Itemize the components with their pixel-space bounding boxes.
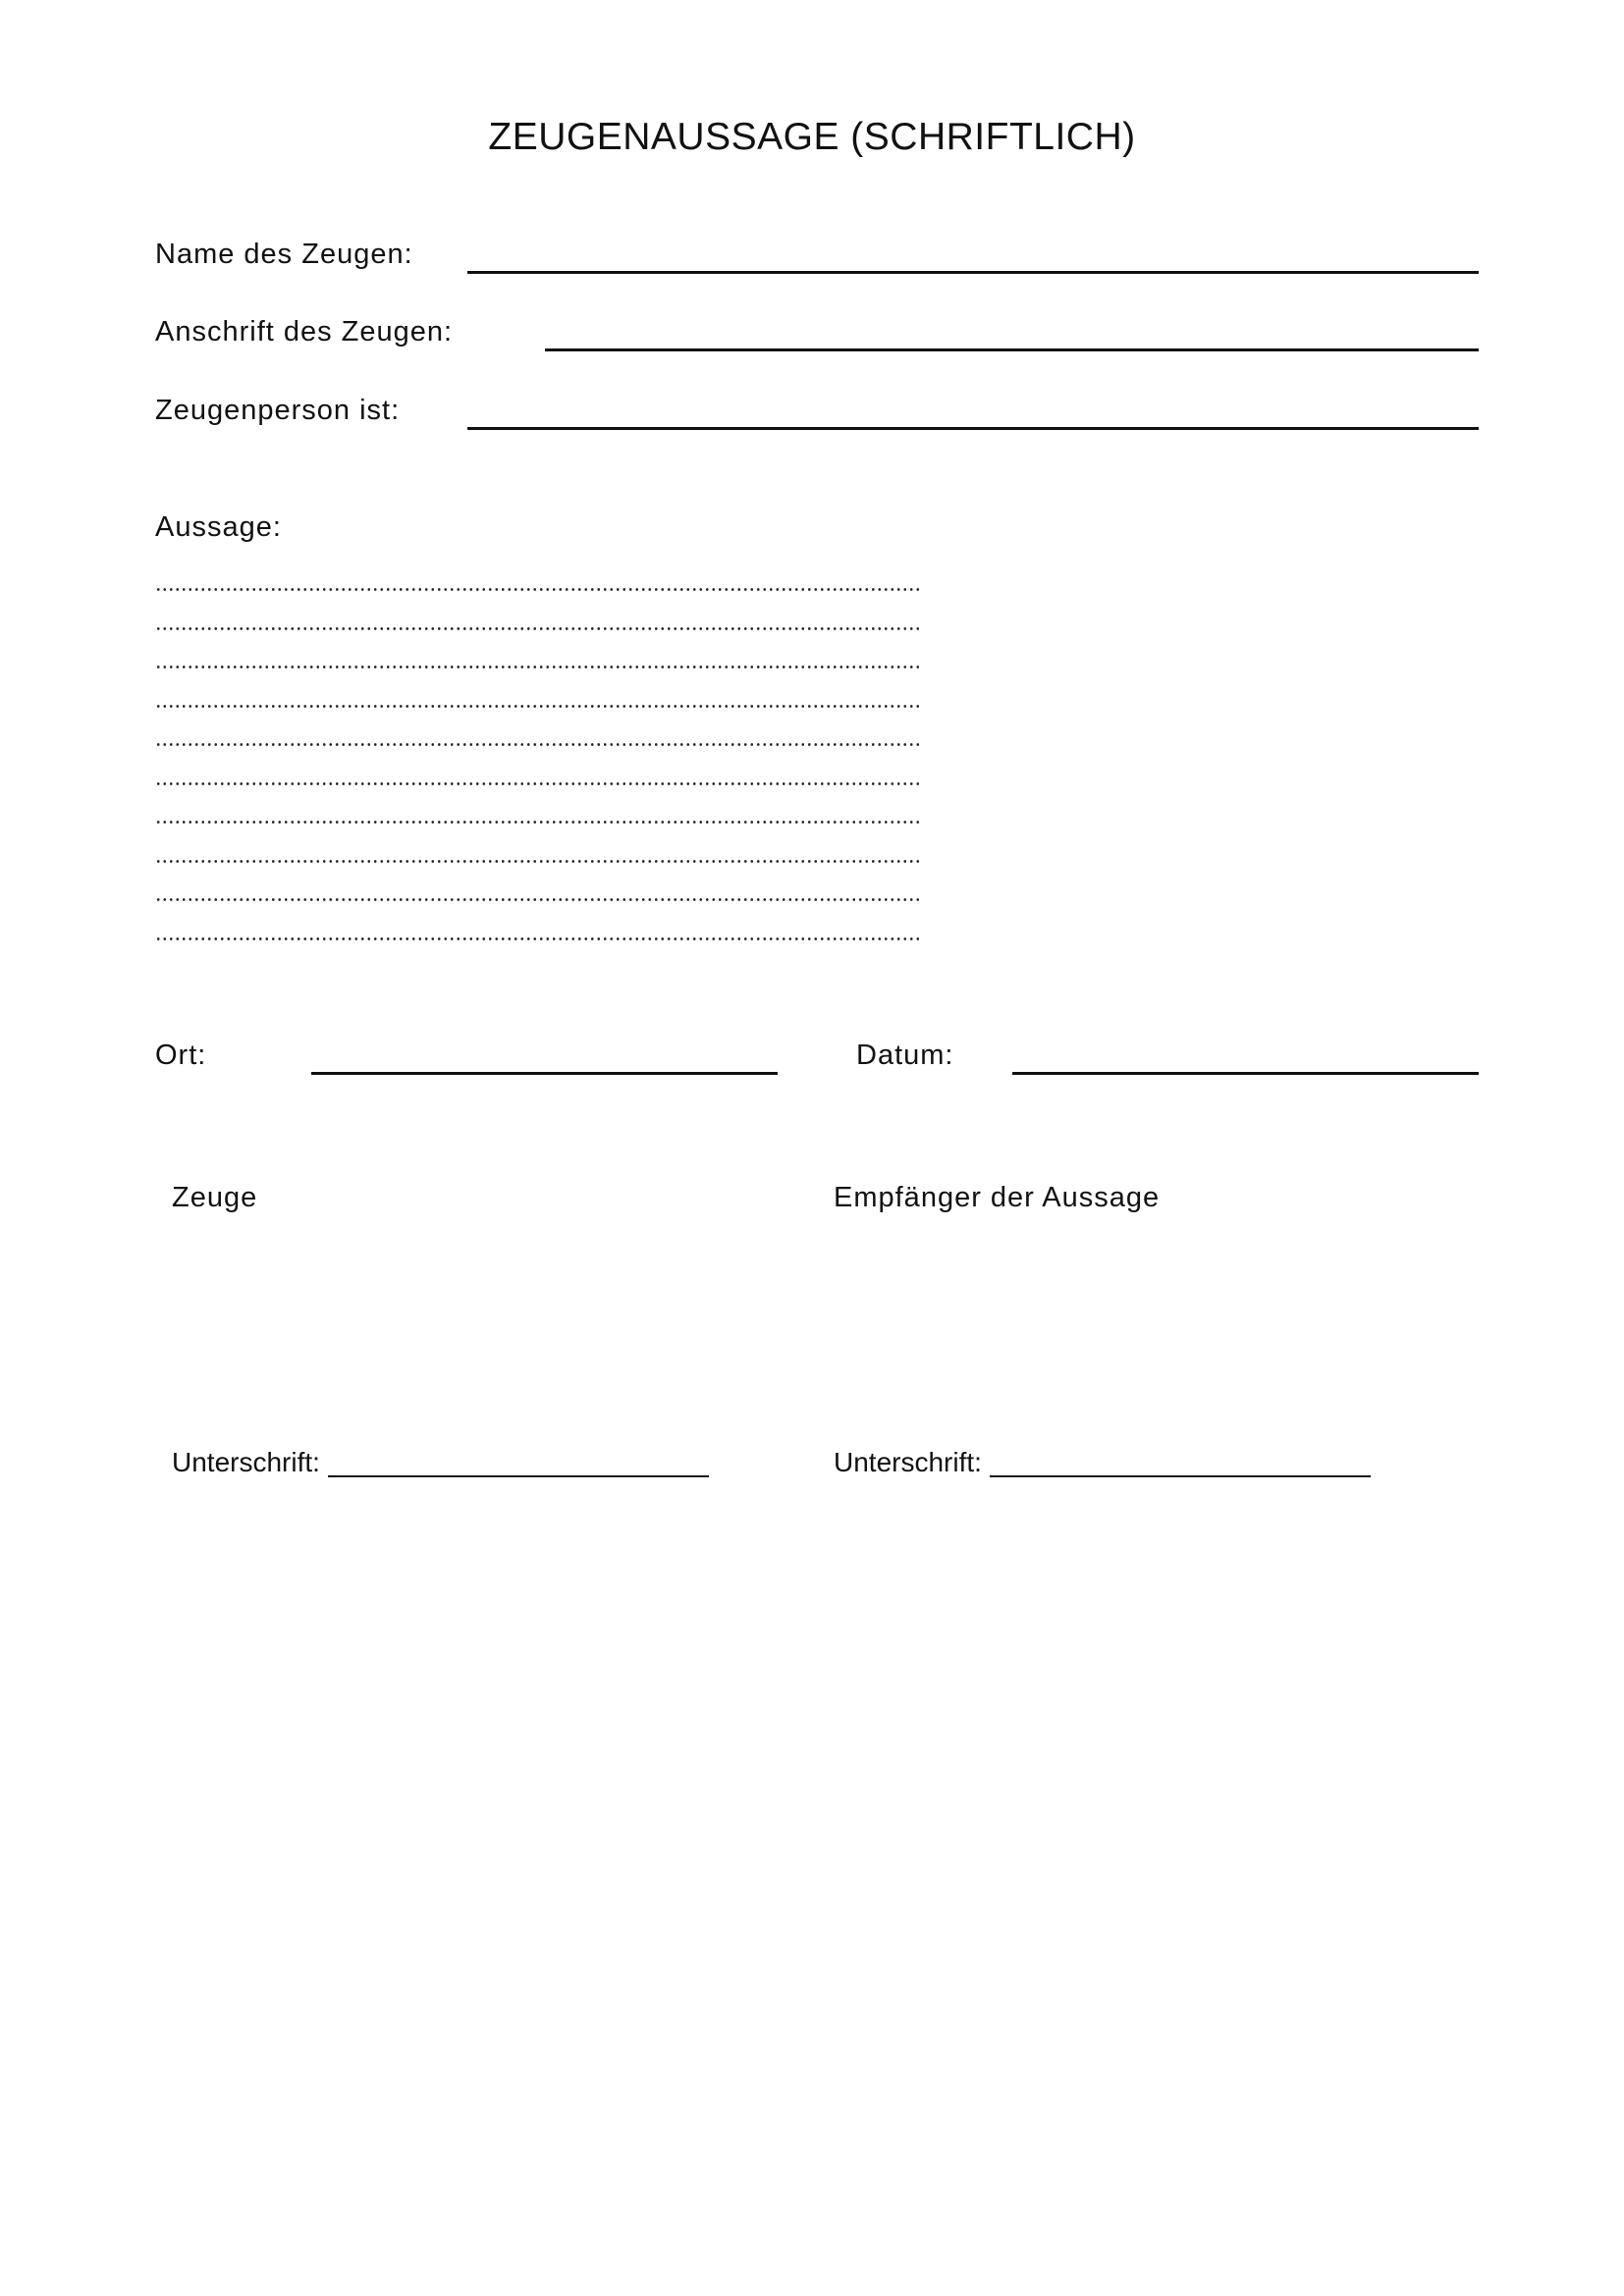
witness-address-field[interactable] [545, 348, 1479, 351]
statement-dotted-line [155, 797, 923, 836]
statement-dotted-line [155, 759, 923, 798]
statement-dotted-line [155, 681, 923, 721]
statement-dotted-line [155, 564, 923, 604]
date-label: Datum: [856, 1040, 954, 1071]
witness-address-label: Anschrift des Zeugen: [155, 316, 454, 347]
witness-signature-label: Unterschrift: [172, 1447, 320, 1477]
recipient-signature-label: Unterschrift: [834, 1447, 982, 1477]
place-field[interactable] [311, 1072, 778, 1075]
statement-dotted-line [155, 914, 923, 953]
date-field[interactable] [1012, 1072, 1479, 1075]
statement-dotted-line [155, 604, 923, 643]
witness-signature-field[interactable] [328, 1475, 709, 1477]
recipient-signature-field[interactable] [990, 1475, 1371, 1477]
recipient-heading: Empfänger der Aussage [834, 1182, 1161, 1213]
witness-person-field[interactable] [467, 427, 1479, 430]
statement-dotted-line [155, 875, 923, 914]
witness-person-label: Zeugenperson ist: [155, 395, 401, 426]
document-title: ZEUGENAUSSAGE (SCHRIFTLICH) [488, 116, 1136, 158]
witness-name-label: Name des Zeugen: [155, 239, 413, 270]
statement-dotted-line [155, 642, 923, 681]
statement-dotted-line [155, 720, 923, 759]
statement-dotted-line [155, 836, 923, 876]
witness-name-field[interactable] [467, 271, 1479, 274]
witness-heading: Zeuge [172, 1182, 258, 1213]
statement-area[interactable] [155, 564, 923, 952]
statement-label: Aussage: [155, 511, 282, 543]
place-label: Ort: [155, 1040, 207, 1071]
